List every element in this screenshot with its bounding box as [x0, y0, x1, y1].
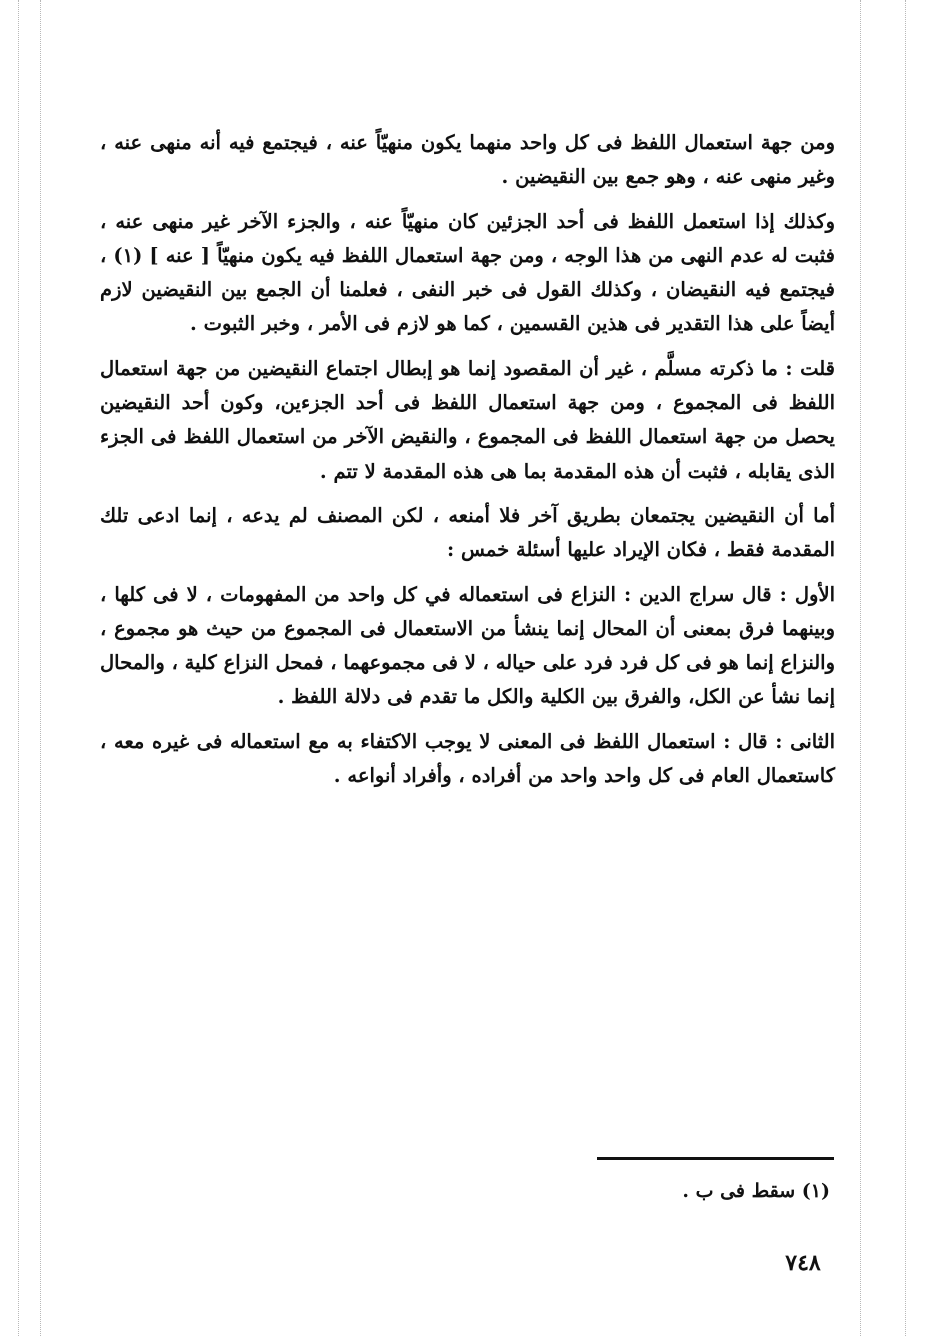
paragraph [100, 578, 835, 715]
paragraph-lead: قلت : [785, 356, 835, 380]
scan-margin-line [18, 0, 19, 1336]
paragraph-text: ومن جهة استعمال اللفظ فى كل واحد منهما يكون منهيّاً عنه ، فيجتمع فيه أنه منهى عنه ، وغير منهى عنه ، وهو جمع بين النقيضين . [100, 131, 835, 189]
paragraph-text: أما أن النقيضين يجتمعان بطريق آخر فلا أمنعه ، لكن المصنف لم يدعه ، إنما ادعى تلك المقدمة فقط ، فكان الإيراد عليها أسئلة خمس : [100, 503, 835, 562]
paragraph-text: استعمال اللفظ فى المعنى لا يوجب الاكتفاء به مع استعماله فى غيره معه ، كاستعمال العام فى كل واحد واحد من أفراده ، وأفراد أنواعه . [100, 729, 835, 788]
paragraph [100, 352, 835, 489]
paragraph [100, 725, 835, 794]
scan-margin-line [860, 0, 861, 1336]
paragraph-lead: الأول : قال سراج الدين : [623, 582, 835, 606]
paragraph [100, 205, 835, 342]
scan-margin-line [905, 0, 906, 1336]
scan-margin-line [40, 0, 41, 1336]
paragraph-text: وكذلك إذا استعمل اللفظ فى أحد الجزئين كان منهيّاً عنه ، والجزء الآخر غير منهى عنه ، فثبت له عدم النهى من هذا الوجه ، ومن جهة استعمال اللفظ فيه يكون منهيّاً [ عنه ] (١) ، فيجتمع فيه النقيضان ، وكذلك القول فى خبر النفى ، فعلمنا أن الجمع بين النقيضين لازم أيضاً على هذا التقدير فى هذين القسمين ، كما هو لازم فى الأمر ، وخبر الثبوت . [100, 209, 835, 336]
paragraph-lead: الثانى : قال : [723, 729, 835, 753]
paragraph-text: ما ذكرته مسلَّم ، غير أن المقصود إنما هو إبطال اجتماع النقيضين من جهة استعمال اللفظ فى المجموع ، ومن جهة استعمال اللفظ فى أحد الجزءين، وكون أحد النقيضين يحصل من جهة استعمال اللفظ فى المجموع ، والنقيض الآخر من استعمال اللفظ فى الجزء الذى يقابله ، فثبت أن هذه المقدمة بما هى هذه المقدمة لا تتم . [100, 356, 835, 483]
page-number: ٧٤٨ [785, 1250, 821, 1276]
paragraph [100, 499, 835, 568]
paragraph [100, 126, 835, 195]
footnote-divider [597, 1157, 834, 1160]
page-body [100, 126, 835, 803]
footnote: (١) سقط فى ب . [682, 1180, 830, 1202]
paragraph-text: النزاع فى استعماله في كل واحد من المفهومات ، لا فى كلها ، وبينهما فرق بمعنى أن المحال إنما ينشأ من الاستعمال فى المجموع من حيث هو مجموع ، والنزاع إنما هو فى كل فرد فرد على حياله ، لا فى مجموعهما ، فمحل النزاع كلية ، والمحال إنما نشأ عن الكل، والفرق بين الكلية والكل ما تقدم فى دلالة اللفظ . [100, 582, 835, 709]
